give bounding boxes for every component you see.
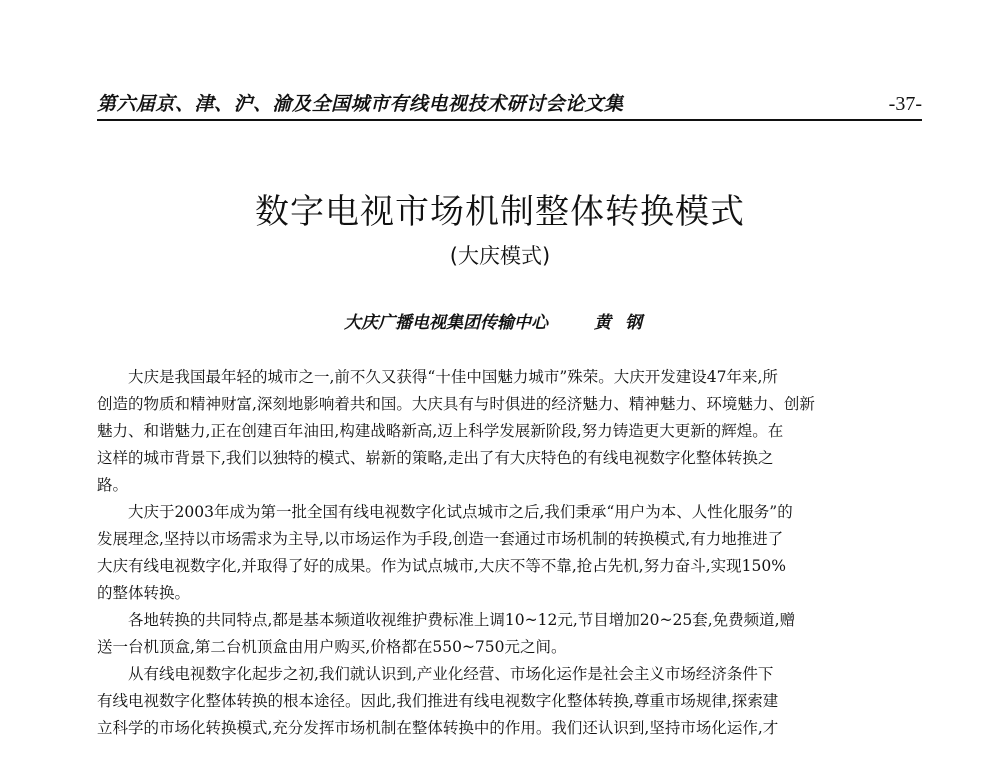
byline: [0, 312, 1000, 334]
paragraph-3: 各地转换的共同特点,都是基本频道收视维护费标准上调10~12元,节目增加20~25套,免费频道,赠 送一台机顶盒,第二台机顶盒由用户购买,价格都在550~750元之间。: [97, 611, 796, 656]
running-title: 第六届京、津、沪、渝及全国城市有线电视技术研讨会论文集: [97, 93, 624, 115]
header-rule: [97, 119, 922, 121]
paragraph-1: 大庆是我国最年轻的城市之一,前不久又获得“十佳中国魅力城市”殊荣。大庆开发建设47年来,所 创造的物质和精神财富,深刻地影响着共和国。大庆具有与时俱进的经济魅力、精神魅力、环境魅力、创新 魅力、和谐魅力,正在创建百年油田,构建战略新高,迈上科学发展新阶段,努力铸造更大更新的辉煌。在 这样的城市背景下,我们以独特的模式、崭新的策略,走出了有大庆特色的有线电视数字化整体转换之 路。: [97, 368, 815, 494]
running-header: [97, 92, 922, 116]
author-name: 黄钢: [594, 313, 656, 333]
author-affiliation: 大庆广播电视集团传输中心: [344, 313, 548, 333]
article-subtitle: (大庆模式): [449, 244, 551, 268]
page-number: -37-: [888, 93, 922, 115]
body-text: [97, 364, 923, 742]
paragraph-4: 从有线电视数字化起步之初,我们就认识到,产业化经营、市场化运作是社会主义市场经济条件下 有线电视数字化整体转换的根本途径。因此,我们推进有线电视数字化整体转换,尊重市场规律,探索建 立科学的市场化转换模式,充分发挥市场机制在整体转换中的作用。我们还认识到,坚持市场化运作,才: [97, 665, 779, 737]
paragraph-2: 大庆于2003年成为第一批全国有线电视数字化试点城市之后,我们秉承“用户为本、人性化服务”的 发展理念,坚持以市场需求为主导,以市场运作为手段,创造一套通过市场机制的转换模式,有力地推进了 大庆有线电视数字化,并取得了好的成果。作为试点城市,大庆不等不靠,抢占先机,努力奋斗,实现150% 的整体转换。: [97, 503, 793, 602]
article-title: 数字电视市场机制整体转换模式: [255, 192, 745, 232]
